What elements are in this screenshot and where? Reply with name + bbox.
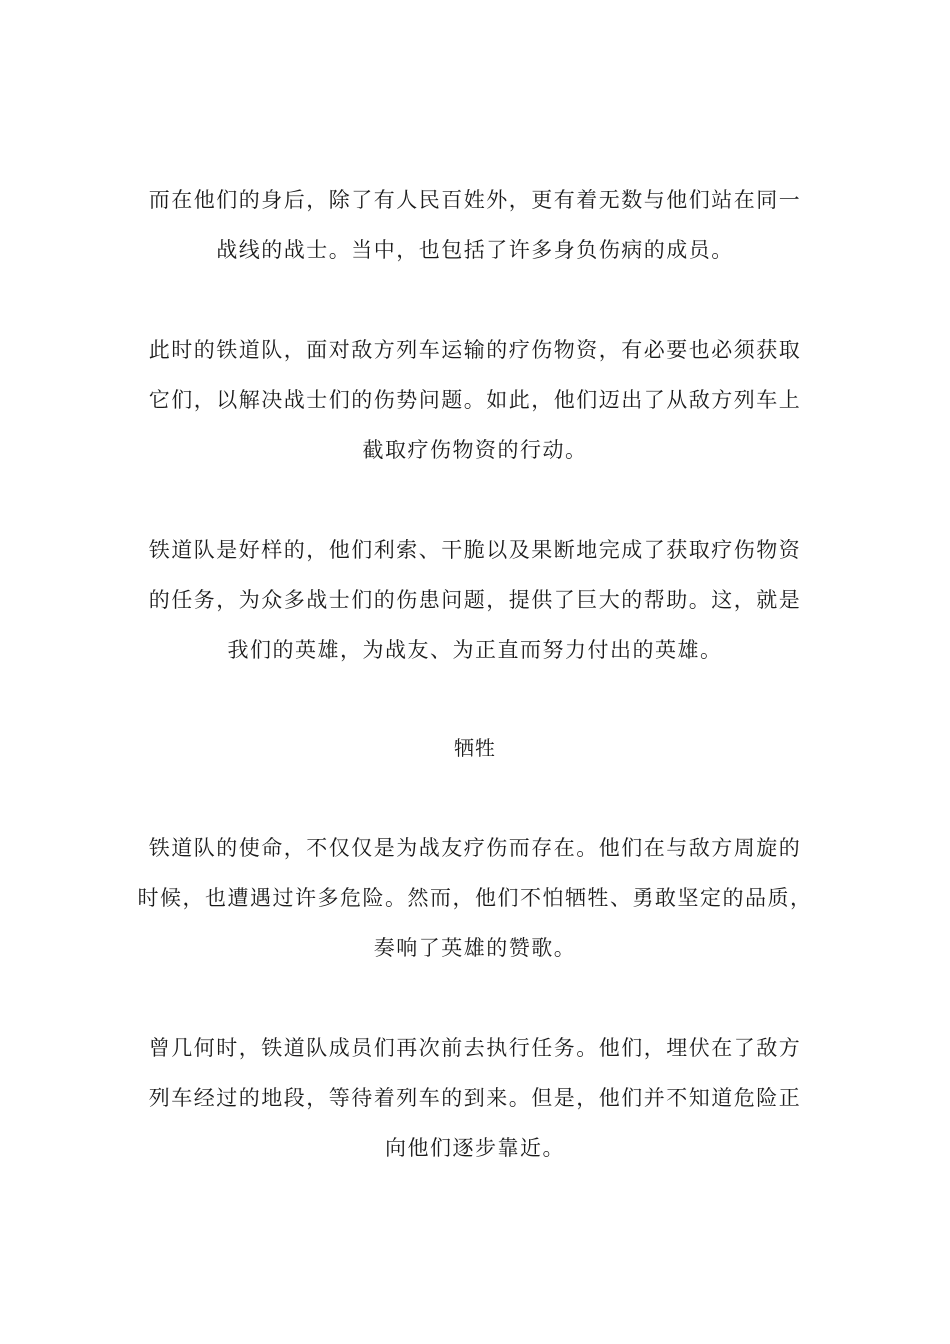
- paragraph-4-line-1: 铁道队的使命，不仅仅是为战友疗伤而存在。他们在与敌方周旋的: [148, 836, 802, 860]
- paragraph-5-line-2: 列车经过的地段，等待着列车的到来。但是，他们并不知道危险正: [148, 1086, 802, 1110]
- paragraph-3-line-3: 我们的英雄，为战友、为正直而努力付出的英雄。: [227, 638, 723, 662]
- paragraph-2-line-3: 截取疗伤物资的行动。: [362, 438, 588, 462]
- section-heading: 牺牲: [454, 736, 496, 760]
- paragraph-1-line-2: 战线的战士。当中，也包括了许多身负伤病的成员。: [216, 238, 734, 262]
- paragraph-5-line-1: 曾几何时，铁道队成员们再次前去执行任务。他们，埋伏在了敌方: [148, 1036, 802, 1060]
- paragraph-3-line-1: 铁道队是好样的，他们利索、干脆以及果断地完成了获取疗伤物资: [148, 538, 802, 562]
- paragraph-4-line-2: 时候，也遭遇过许多危险。然而，他们不怕牺牲、勇敢坚定的品质，: [137, 886, 813, 910]
- paragraph-3-line-2: 的任务，为众多战士们的伤患问题，提供了巨大的帮助。这，就是: [148, 588, 802, 612]
- paragraph-2-line-1: 此时的铁道队，面对敌方列车运输的疗伤物资，有必要也必须获取: [148, 338, 802, 362]
- paragraph-2-line-2: 它们，以解决战士们的伤势问题。如此，他们迈出了从敌方列车上: [148, 388, 802, 412]
- paragraph-4-line-3: 奏响了英雄的赞歌。: [373, 936, 577, 960]
- paragraph-5-line-3: 向他们逐步靠近。: [385, 1136, 565, 1160]
- paragraph-1-line-1: 而在他们的身后，除了有人民百姓外，更有着无数与他们站在同一: [148, 188, 802, 212]
